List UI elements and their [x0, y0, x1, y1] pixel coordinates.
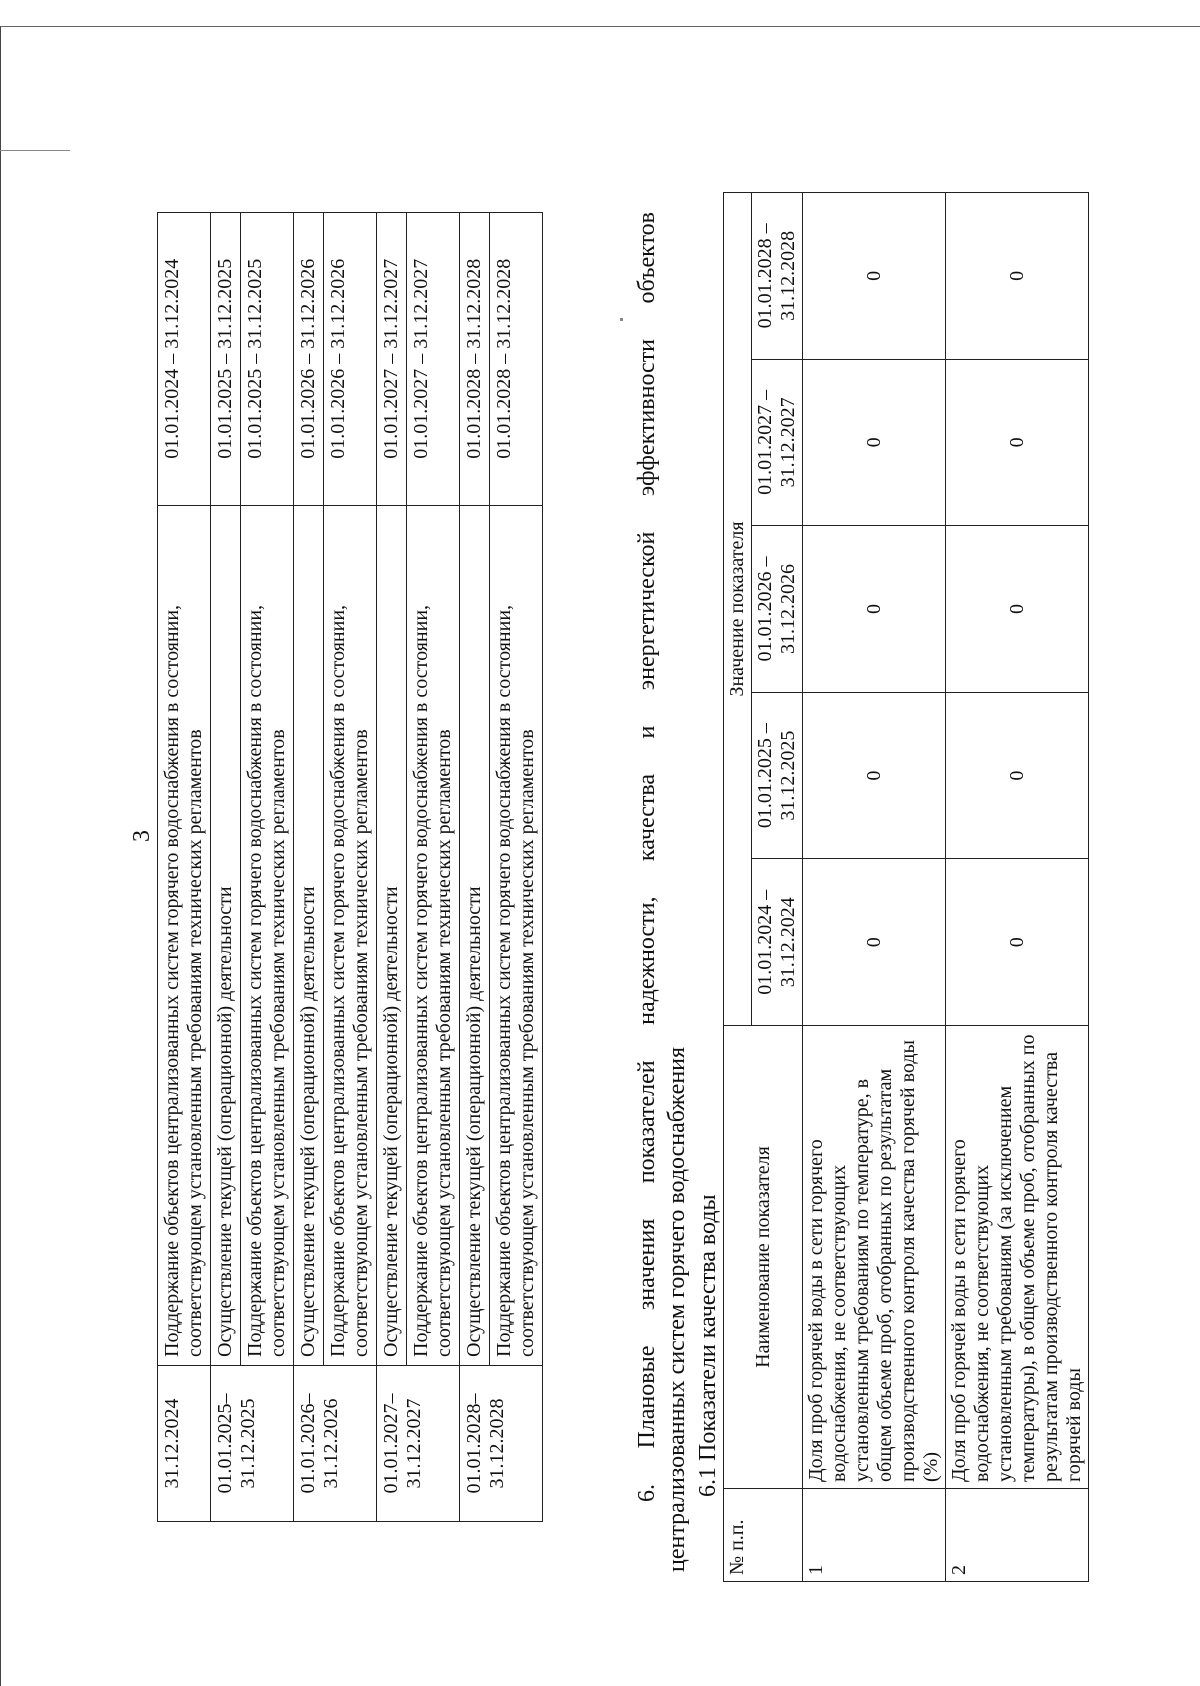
- period-cell: 01.01.2026–31.12.2026: [294, 1365, 377, 1521]
- activity-cell: Поддержание объектов централизованных систем горячего водоснабжения в состоянии, соответствующем установленным требованиям технических регламентов: [158, 505, 211, 1365]
- schedule-table: [157, 212, 543, 1522]
- activity-cell: Осуществление текущей (операционной) деятельности: [294, 505, 324, 1365]
- indicator-value: 0: [803, 859, 946, 1026]
- indicator-name: Доля проб горячей воды в сети горячего водоснабжения, не соответствующих установленным требованиям (за исключением температуры), в общем объеме проб, отобранных по результатам производственного контроля качества горячей воды: [946, 1026, 1089, 1489]
- indicator-value: 0: [803, 526, 946, 693]
- water-quality-table: [723, 192, 1089, 1582]
- activity-cell: Осуществление текущей (операционной) деятельности: [460, 505, 490, 1365]
- table-row: [490, 213, 543, 1522]
- dates-cell: 01.01.2028 – 31.12.2028: [490, 213, 543, 506]
- table-row: [158, 213, 211, 1522]
- table-row: [377, 213, 407, 1522]
- indicator-value: 0: [946, 692, 1089, 859]
- indicator-value: 0: [803, 359, 946, 526]
- activity-cell: Осуществление текущей (операционной) деятельности: [211, 505, 241, 1365]
- table-row: [241, 213, 294, 1522]
- indicator-value: 0: [803, 193, 946, 360]
- period-cell: 01.01.2028–31.12.2028: [460, 1365, 543, 1521]
- column-header-number: № п.п.: [724, 1489, 803, 1582]
- section-6-heading-continuation: централизованных систем горячего водоснабжения: [664, 1046, 690, 1572]
- subsection-6-1-heading: 6.1 Показатели качества воды: [695, 1194, 721, 1497]
- period-cell: 01.01.2027–31.12.2027: [377, 1365, 460, 1521]
- indicator-value: 0: [946, 526, 1089, 693]
- dates-cell: 01.01.2028 – 31.12.2028: [460, 213, 490, 506]
- table-row: [294, 213, 324, 1522]
- dates-cell: 01.01.2025 – 31.12.2025: [211, 213, 241, 506]
- dates-cell: 01.01.2027 – 31.12.2027: [407, 213, 460, 506]
- indicator-value: 0: [946, 193, 1089, 360]
- column-header-period: 01.01.2027 – 31.12.2027: [752, 359, 803, 526]
- table-row: [407, 213, 460, 1522]
- table-row: [324, 213, 377, 1522]
- activity-cell: Поддержание объектов централизованных систем горячего водоснабжения в состоянии, соответствующем установленным требованиям технических регламентов: [241, 505, 294, 1365]
- dates-cell: 01.01.2024 – 31.12.2024: [158, 213, 211, 506]
- row-number: 2: [946, 1489, 1089, 1582]
- indicator-value: 0: [946, 859, 1089, 1026]
- activity-cell: Поддержание объектов централизованных систем горячего водоснабжения в состоянии, соответствующем установленным требованиям технических регламентов: [324, 505, 377, 1365]
- table-header-row: [724, 193, 752, 1582]
- dates-cell: 01.01.2026 – 31.12.2026: [324, 213, 377, 506]
- table-row: [803, 193, 946, 1582]
- section-6-heading: 6. Плановые значения показателей надежности, качества и энергетической эффективности объектов: [634, 212, 660, 1502]
- indicator-name: Доля проб горячей воды в сети горячего водоснабжения, не соответствующих установленным требованиям по температуре, в общем объеме проб, отобранных по результатам производственного контроля качества горячей воды (%): [803, 1026, 946, 1489]
- column-header-value-group: Значение показателя: [724, 193, 752, 1026]
- column-header-period: 01.01.2024 – 31.12.2024: [752, 859, 803, 1026]
- column-header-period: 01.01.2028 – 31.12.2028: [752, 193, 803, 360]
- activity-cell: Осуществление текущей (операционной) деятельности: [377, 505, 407, 1365]
- table-row: [946, 193, 1089, 1582]
- indicator-value: 0: [946, 359, 1089, 526]
- activity-cell: Поддержание объектов централизованных систем горячего водоснабжения в состоянии, соответствующем установленным требованиям технических регламентов: [490, 505, 543, 1365]
- page-number: 3: [129, 830, 155, 842]
- column-header-indicator-name: Наименование показателя: [724, 1026, 803, 1489]
- dates-cell: 01.01.2026 – 31.12.2026: [294, 213, 324, 506]
- column-header-period: 01.01.2026 – 31.12.2026: [752, 526, 803, 693]
- column-header-period: 01.01.2025 – 31.12.2025: [752, 692, 803, 859]
- period-cell: 01.01.2025–31.12.2025: [211, 1365, 294, 1521]
- dates-cell: 01.01.2025 – 31.12.2025: [241, 213, 294, 506]
- rotated-document-page: [57, 77, 1142, 1662]
- table-row: [460, 213, 490, 1522]
- period-cell: 31.12.2024: [158, 1365, 211, 1521]
- activity-cell: Поддержание объектов централизованных систем горячего водоснабжения в состоянии, соответствующем установленным требованиям технических регламентов: [407, 505, 460, 1365]
- row-number: 1: [803, 1489, 946, 1582]
- table-row: [211, 213, 241, 1522]
- indicator-value: 0: [803, 692, 946, 859]
- dates-cell: 01.01.2027 – 31.12.2027: [377, 213, 407, 506]
